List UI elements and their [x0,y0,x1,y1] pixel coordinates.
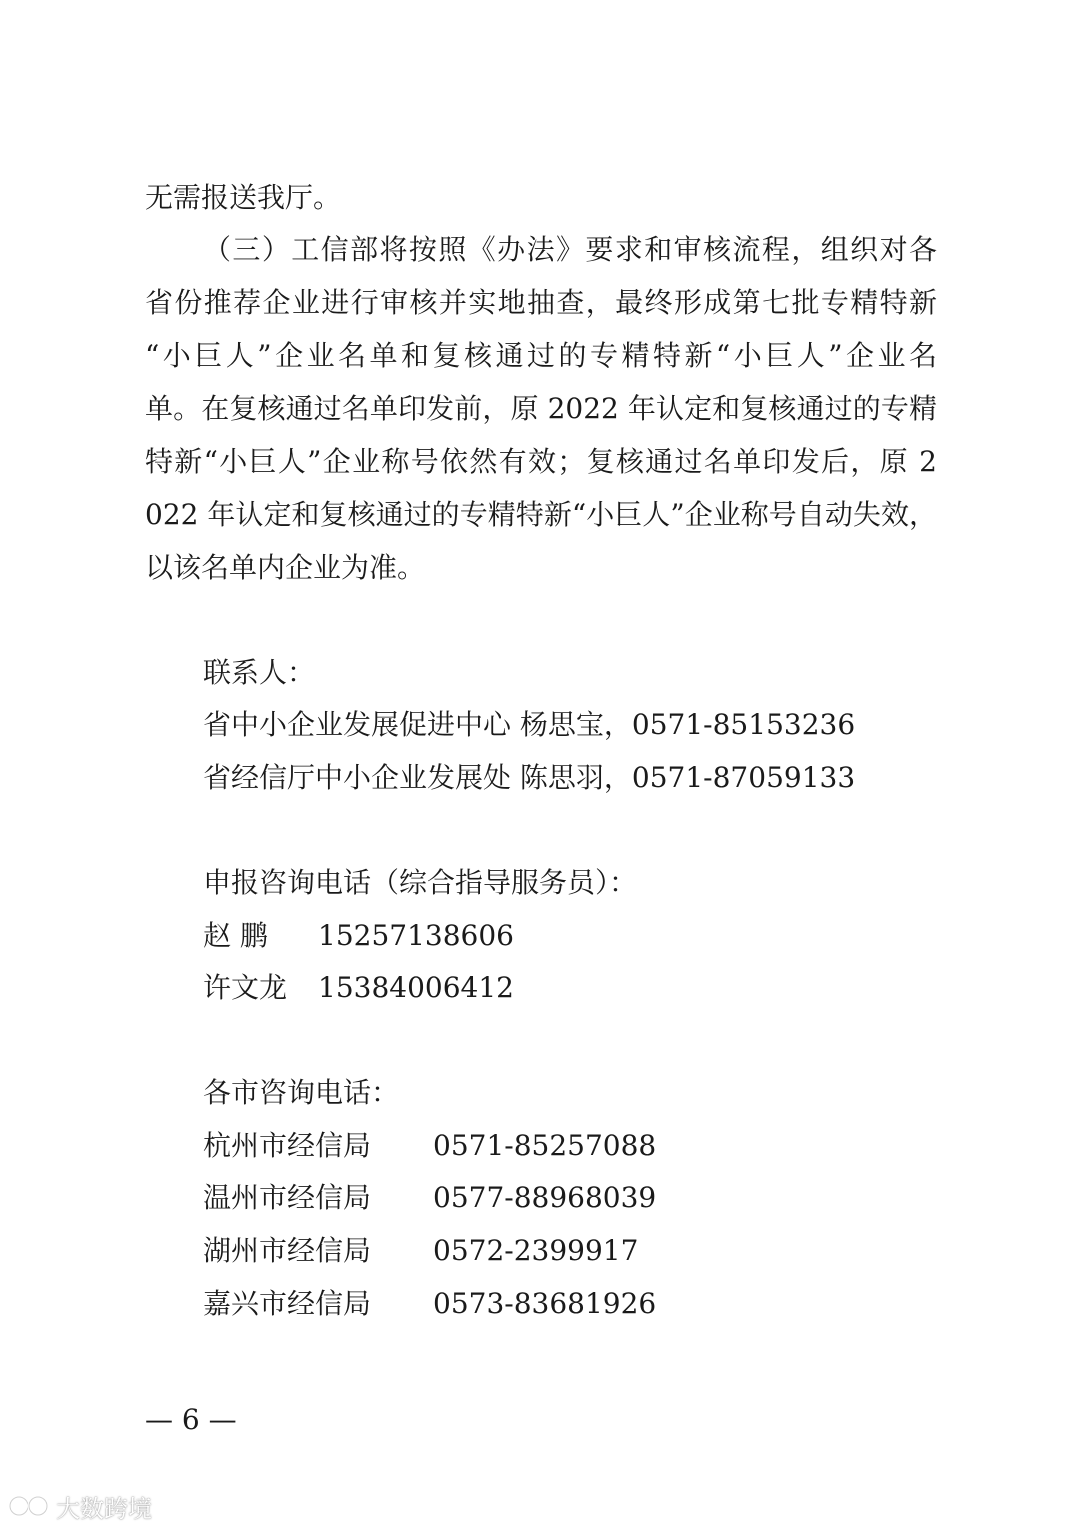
cities-heading: 各市咨询电话： [203,1076,400,1109]
paragraph-line-5: 单。在复核通过名单印发前，原 2022 年认定和复核通过的专精 [145,392,937,425]
city-row [203,1284,656,1324]
page-number: — 6 — [145,1403,237,1436]
consult-name: 赵 鹏 [203,919,268,952]
city-row [203,1231,638,1271]
paragraph-line-3: 省份推荐企业进行审核并实地抽查，最终形成第七批专精特新 [145,286,937,319]
paragraph-line-8: 以该名单内企业为准。 [145,551,426,584]
city-phone: 0577-88968039 [433,1181,657,1214]
paragraph-line-2: （三）工信部将按照《办法》要求和审核流程，组织对各 [203,233,937,266]
paragraph-line-4: “小巨人”企业名单和复核通过的专精特新“小巨人”企业名 [145,339,937,372]
city-row [203,1178,656,1218]
consult-phone: 15384006412 [318,971,514,1004]
consult-row [203,968,514,1008]
consult-name: 许文龙 [203,971,288,1004]
consult-phone: 15257138606 [318,919,514,952]
paragraph-line-1: 无需报送我厅。 [145,181,342,214]
consult-heading: 申报咨询电话（综合指导服务员）： [203,866,638,899]
city-phone: 0572-2399917 [433,1234,639,1267]
contact-item: 省中小企业发展促进中心 杨思宝，0571-85153236 [203,708,856,741]
watermark [8,1490,152,1522]
city-phone: 0571-85257088 [433,1129,657,1162]
city-name: 湖州市经信局 [203,1234,372,1267]
contacts-heading: 联系人： [203,656,316,689]
paragraph-line-6: 特新“小巨人”企业称号依然有效；复核通过名单印发后，原 2 [145,445,937,478]
city-name: 嘉兴市经信局 [203,1287,372,1320]
city-phone: 0573-83681926 [433,1287,657,1320]
city-name: 杭州市经信局 [203,1129,372,1162]
city-row [203,1126,656,1166]
logo-icon [8,1492,52,1520]
consult-row [203,916,514,956]
contact-item: 省经信厅中小企业发展处 陈思羽，0571-87059133 [203,761,856,794]
city-name: 温州市经信局 [203,1181,372,1214]
watermark-text: 大数跨境 [56,1494,152,1523]
paragraph-line-7: 022 年认定和复核通过的专精特新“小巨人”企业称号自动失效， [145,498,937,531]
